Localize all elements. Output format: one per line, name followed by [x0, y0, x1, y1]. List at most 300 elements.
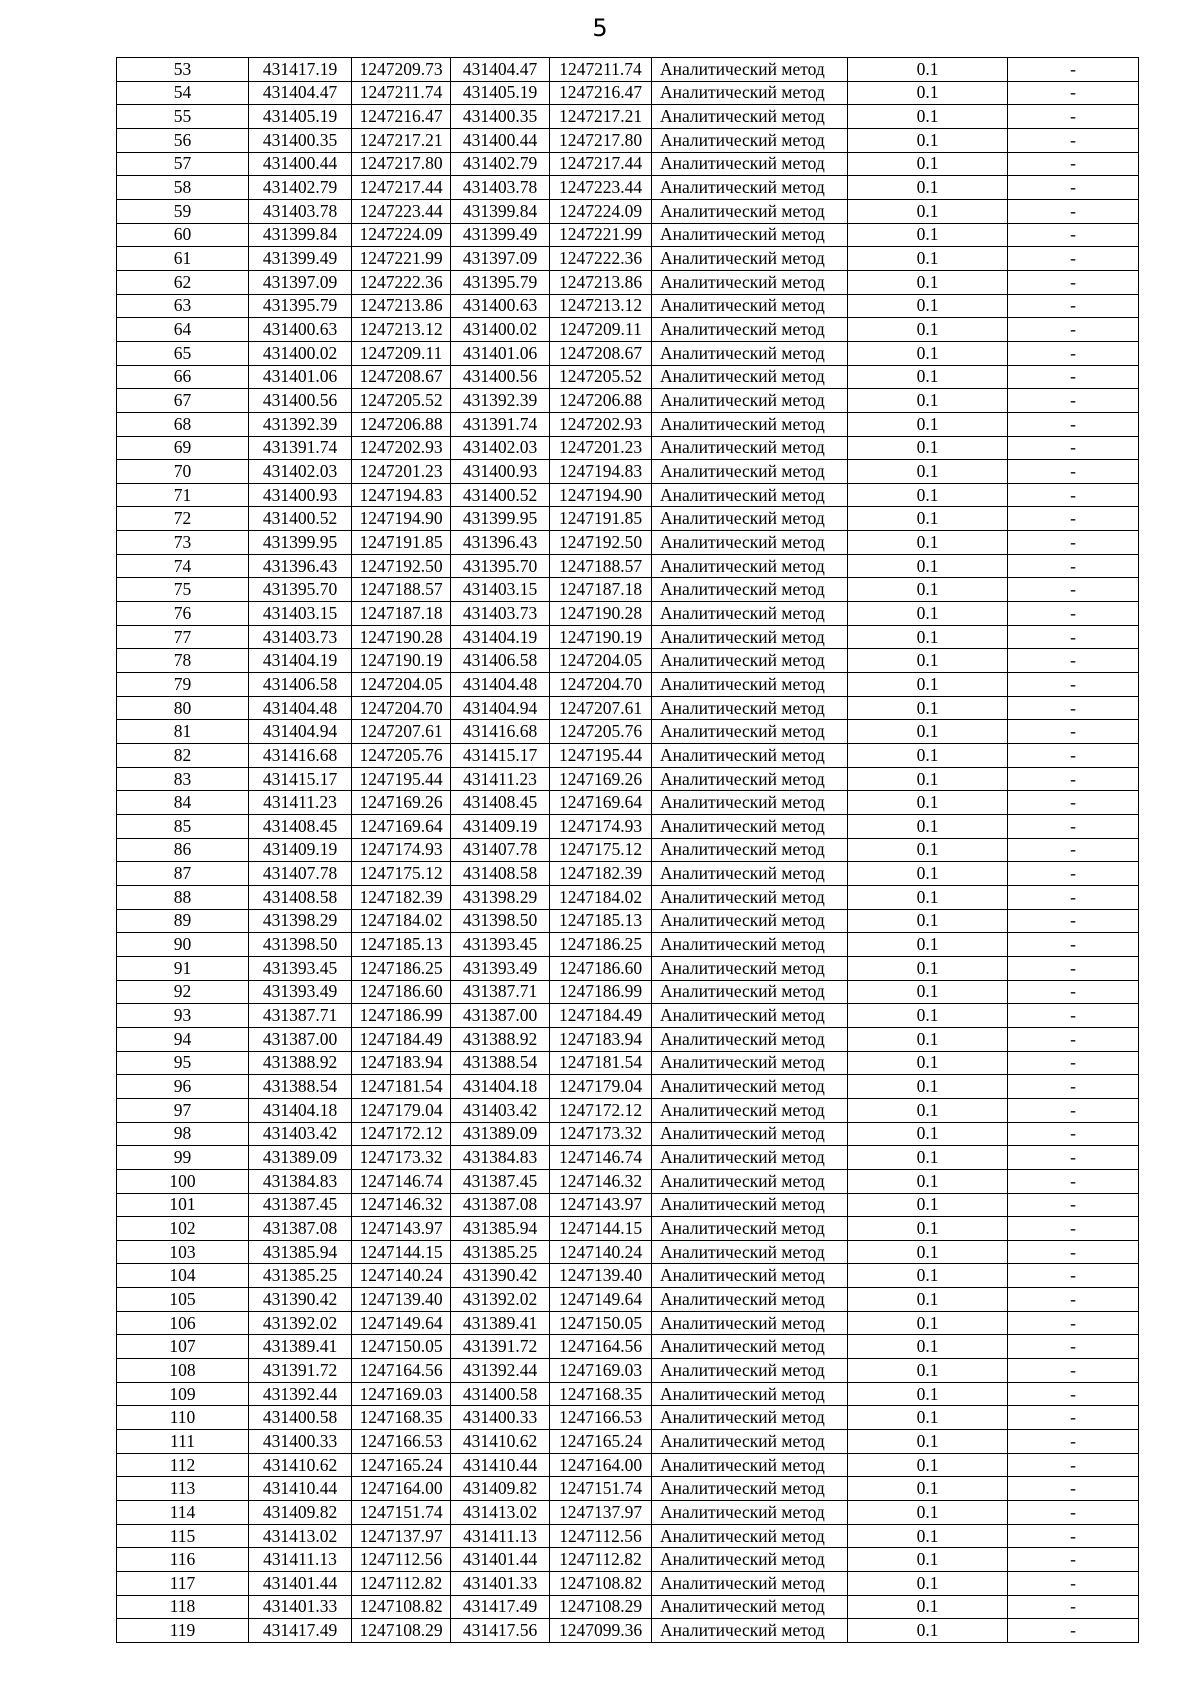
x-start-cell: 431400.33	[249, 1430, 352, 1454]
accuracy-cell: 0.1	[848, 1335, 1008, 1359]
point-number-cell: 56	[117, 128, 249, 152]
note-cell: -	[1008, 625, 1139, 649]
note-cell: -	[1008, 1382, 1139, 1406]
note-cell: -	[1008, 696, 1139, 720]
table-row	[117, 483, 1139, 507]
x-end-cell: 431400.02	[451, 318, 550, 342]
y-start-cell: 1247217.21	[352, 128, 451, 152]
y-start-cell: 1247186.60	[352, 980, 451, 1004]
table-row	[117, 1524, 1139, 1548]
y-end-cell: 1247202.93	[550, 412, 652, 436]
note-cell: -	[1008, 673, 1139, 697]
x-start-cell: 431392.02	[249, 1311, 352, 1335]
note-cell: -	[1008, 247, 1139, 271]
x-end-cell: 431398.50	[451, 909, 550, 933]
table-body	[117, 58, 1139, 1643]
note-cell: -	[1008, 1146, 1139, 1170]
note-cell: -	[1008, 767, 1139, 791]
note-cell: -	[1008, 1051, 1139, 1075]
y-end-cell: 1247187.18	[550, 578, 652, 602]
point-number-cell: 108	[117, 1359, 249, 1383]
x-end-cell: 431390.42	[451, 1264, 550, 1288]
x-start-cell: 431402.03	[249, 460, 352, 484]
x-start-cell: 431385.94	[249, 1240, 352, 1264]
note-cell: -	[1008, 507, 1139, 531]
accuracy-cell: 0.1	[848, 531, 1008, 555]
x-start-cell: 431400.02	[249, 341, 352, 365]
y-start-cell: 1247164.00	[352, 1477, 451, 1501]
x-end-cell: 431401.44	[451, 1548, 550, 1572]
x-start-cell: 431401.33	[249, 1595, 352, 1619]
x-end-cell: 431389.41	[451, 1311, 550, 1335]
method-cell: Аналитический метод	[652, 1098, 848, 1122]
accuracy-cell: 0.1	[848, 885, 1008, 909]
y-start-cell: 1247186.99	[352, 1004, 451, 1028]
y-end-cell: 1247150.05	[550, 1311, 652, 1335]
y-start-cell: 1247204.05	[352, 673, 451, 697]
point-number-cell: 104	[117, 1264, 249, 1288]
y-end-cell: 1247184.49	[550, 1004, 652, 1028]
table-row	[117, 1453, 1139, 1477]
y-end-cell: 1247213.12	[550, 294, 652, 318]
x-end-cell: 431417.49	[451, 1595, 550, 1619]
note-cell: -	[1008, 389, 1139, 413]
y-start-cell: 1247146.32	[352, 1193, 451, 1217]
x-end-cell: 431392.44	[451, 1359, 550, 1383]
x-end-cell: 431387.71	[451, 980, 550, 1004]
x-end-cell: 431407.78	[451, 838, 550, 862]
x-start-cell: 431395.79	[249, 294, 352, 318]
x-start-cell: 431401.06	[249, 365, 352, 389]
x-start-cell: 431390.42	[249, 1288, 352, 1312]
point-number-cell: 100	[117, 1169, 249, 1193]
x-end-cell: 431396.43	[451, 531, 550, 555]
point-number-cell: 78	[117, 649, 249, 673]
note-cell: -	[1008, 1288, 1139, 1312]
y-start-cell: 1247223.44	[352, 199, 451, 223]
y-start-cell: 1247169.03	[352, 1382, 451, 1406]
y-start-cell: 1247183.94	[352, 1051, 451, 1075]
note-cell: -	[1008, 1453, 1139, 1477]
method-cell: Аналитический метод	[652, 554, 848, 578]
y-end-cell: 1247179.04	[550, 1075, 652, 1099]
note-cell: -	[1008, 1311, 1139, 1335]
y-end-cell: 1247164.56	[550, 1335, 652, 1359]
x-end-cell: 431409.19	[451, 815, 550, 839]
table-row	[117, 673, 1139, 697]
y-start-cell: 1247221.99	[352, 247, 451, 271]
y-end-cell: 1247221.99	[550, 223, 652, 247]
x-end-cell: 431387.00	[451, 1004, 550, 1028]
note-cell: -	[1008, 791, 1139, 815]
accuracy-cell: 0.1	[848, 1430, 1008, 1454]
y-end-cell: 1247108.82	[550, 1572, 652, 1596]
note-cell: -	[1008, 341, 1139, 365]
y-start-cell: 1247209.73	[352, 58, 451, 82]
table-row	[117, 649, 1139, 673]
method-cell: Аналитический метод	[652, 365, 848, 389]
y-end-cell: 1247166.53	[550, 1406, 652, 1430]
y-end-cell: 1247143.97	[550, 1193, 652, 1217]
x-start-cell: 431400.63	[249, 318, 352, 342]
point-number-cell: 67	[117, 389, 249, 413]
accuracy-cell: 0.1	[848, 956, 1008, 980]
method-cell: Аналитический метод	[652, 1051, 848, 1075]
table-row	[117, 1595, 1139, 1619]
point-number-cell: 69	[117, 436, 249, 460]
method-cell: Аналитический метод	[652, 1122, 848, 1146]
point-number-cell: 105	[117, 1288, 249, 1312]
x-start-cell: 431388.54	[249, 1075, 352, 1099]
x-start-cell: 431408.58	[249, 885, 352, 909]
table-row	[117, 1335, 1139, 1359]
table-row	[117, 625, 1139, 649]
accuracy-cell: 0.1	[848, 1217, 1008, 1241]
y-start-cell: 1247151.74	[352, 1501, 451, 1525]
x-end-cell: 431400.63	[451, 294, 550, 318]
table-row	[117, 1169, 1139, 1193]
y-start-cell: 1247173.32	[352, 1146, 451, 1170]
method-cell: Аналитический метод	[652, 389, 848, 413]
accuracy-cell: 0.1	[848, 1572, 1008, 1596]
x-start-cell: 431391.72	[249, 1359, 352, 1383]
point-number-cell: 103	[117, 1240, 249, 1264]
table-row	[117, 365, 1139, 389]
y-start-cell: 1247175.12	[352, 862, 451, 886]
note-cell: -	[1008, 1217, 1139, 1241]
point-number-cell: 75	[117, 578, 249, 602]
table-row	[117, 744, 1139, 768]
y-start-cell: 1247108.82	[352, 1595, 451, 1619]
x-end-cell: 431404.47	[451, 58, 550, 82]
point-number-cell: 112	[117, 1453, 249, 1477]
x-start-cell: 431389.41	[249, 1335, 352, 1359]
accuracy-cell: 0.1	[848, 578, 1008, 602]
y-end-cell: 1247174.93	[550, 815, 652, 839]
x-end-cell: 431400.35	[451, 105, 550, 129]
point-number-cell: 119	[117, 1619, 249, 1643]
x-end-cell: 431404.18	[451, 1075, 550, 1099]
note-cell: -	[1008, 815, 1139, 839]
method-cell: Аналитический метод	[652, 1288, 848, 1312]
note-cell: -	[1008, 81, 1139, 105]
accuracy-cell: 0.1	[848, 815, 1008, 839]
y-end-cell: 1247112.56	[550, 1524, 652, 1548]
note-cell: -	[1008, 1477, 1139, 1501]
y-start-cell: 1247164.56	[352, 1359, 451, 1383]
y-start-cell: 1247150.05	[352, 1335, 451, 1359]
y-start-cell: 1247188.57	[352, 578, 451, 602]
x-end-cell: 431385.94	[451, 1217, 550, 1241]
x-start-cell: 431398.50	[249, 933, 352, 957]
method-cell: Аналитический метод	[652, 1477, 848, 1501]
y-end-cell: 1247168.35	[550, 1382, 652, 1406]
accuracy-cell: 0.1	[848, 1146, 1008, 1170]
x-end-cell: 431402.79	[451, 152, 550, 176]
y-start-cell: 1247205.76	[352, 744, 451, 768]
point-number-cell: 116	[117, 1548, 249, 1572]
y-start-cell: 1247208.67	[352, 365, 451, 389]
y-end-cell: 1247181.54	[550, 1051, 652, 1075]
table-row	[117, 1075, 1139, 1099]
note-cell: -	[1008, 105, 1139, 129]
x-start-cell: 431415.17	[249, 767, 352, 791]
point-number-cell: 86	[117, 838, 249, 862]
method-cell: Аналитический метод	[652, 1595, 848, 1619]
accuracy-cell: 0.1	[848, 1264, 1008, 1288]
y-end-cell: 1247224.09	[550, 199, 652, 223]
method-cell: Аналитический метод	[652, 152, 848, 176]
x-start-cell: 431397.09	[249, 270, 352, 294]
method-cell: Аналитический метод	[652, 318, 848, 342]
x-start-cell: 431417.49	[249, 1619, 352, 1643]
note-cell: -	[1008, 436, 1139, 460]
y-end-cell: 1247191.85	[550, 507, 652, 531]
point-number-cell: 87	[117, 862, 249, 886]
method-cell: Аналитический метод	[652, 1359, 848, 1383]
y-start-cell: 1247190.19	[352, 649, 451, 673]
method-cell: Аналитический метод	[652, 933, 848, 957]
note-cell: -	[1008, 223, 1139, 247]
note-cell: -	[1008, 1359, 1139, 1383]
accuracy-cell: 0.1	[848, 1548, 1008, 1572]
y-start-cell: 1247217.80	[352, 152, 451, 176]
note-cell: -	[1008, 152, 1139, 176]
y-start-cell: 1247201.23	[352, 460, 451, 484]
accuracy-cell: 0.1	[848, 152, 1008, 176]
x-start-cell: 431416.68	[249, 744, 352, 768]
point-number-cell: 98	[117, 1122, 249, 1146]
table-row	[117, 767, 1139, 791]
y-start-cell: 1247194.90	[352, 507, 451, 531]
table-row	[117, 1051, 1139, 1075]
y-start-cell: 1247190.28	[352, 625, 451, 649]
y-start-cell: 1247140.24	[352, 1264, 451, 1288]
page-number: 5	[592, 14, 608, 42]
note-cell: -	[1008, 58, 1139, 82]
method-cell: Аналитический метод	[652, 223, 848, 247]
table-row	[117, 389, 1139, 413]
x-end-cell: 431400.93	[451, 460, 550, 484]
y-start-cell: 1247186.25	[352, 956, 451, 980]
accuracy-cell: 0.1	[848, 81, 1008, 105]
note-cell: -	[1008, 176, 1139, 200]
method-cell: Аналитический метод	[652, 1382, 848, 1406]
accuracy-cell: 0.1	[848, 1477, 1008, 1501]
point-number-cell: 57	[117, 152, 249, 176]
x-end-cell: 431391.74	[451, 412, 550, 436]
table-row	[117, 1288, 1139, 1312]
point-number-cell: 70	[117, 460, 249, 484]
note-cell: -	[1008, 365, 1139, 389]
y-end-cell: 1247186.60	[550, 956, 652, 980]
x-start-cell: 431392.44	[249, 1382, 352, 1406]
y-end-cell: 1247184.02	[550, 885, 652, 909]
method-cell: Аналитический метод	[652, 1004, 848, 1028]
note-cell: -	[1008, 909, 1139, 933]
note-cell: -	[1008, 1098, 1139, 1122]
point-number-cell: 89	[117, 909, 249, 933]
table-row	[117, 1004, 1139, 1028]
method-cell: Аналитический метод	[652, 673, 848, 697]
y-start-cell: 1247174.93	[352, 838, 451, 862]
y-end-cell: 1247108.29	[550, 1595, 652, 1619]
accuracy-cell: 0.1	[848, 696, 1008, 720]
accuracy-cell: 0.1	[848, 1524, 1008, 1548]
y-start-cell: 1247184.02	[352, 909, 451, 933]
point-number-cell: 101	[117, 1193, 249, 1217]
y-end-cell: 1247165.24	[550, 1430, 652, 1454]
x-end-cell: 431416.68	[451, 720, 550, 744]
y-end-cell: 1247204.70	[550, 673, 652, 697]
accuracy-cell: 0.1	[848, 58, 1008, 82]
method-cell: Аналитический метод	[652, 270, 848, 294]
y-end-cell: 1247190.19	[550, 625, 652, 649]
method-cell: Аналитический метод	[652, 1240, 848, 1264]
y-start-cell: 1247149.64	[352, 1311, 451, 1335]
point-number-cell: 94	[117, 1027, 249, 1051]
y-start-cell: 1247165.24	[352, 1453, 451, 1477]
table-row	[117, 1406, 1139, 1430]
method-cell: Аналитический метод	[652, 1548, 848, 1572]
y-end-cell: 1247188.57	[550, 554, 652, 578]
y-start-cell: 1247137.97	[352, 1524, 451, 1548]
accuracy-cell: 0.1	[848, 270, 1008, 294]
table-row	[117, 1027, 1139, 1051]
method-cell: Аналитический метод	[652, 531, 848, 555]
point-number-cell: 65	[117, 341, 249, 365]
y-start-cell: 1247222.36	[352, 270, 451, 294]
table-row	[117, 578, 1139, 602]
accuracy-cell: 0.1	[848, 673, 1008, 697]
table-row	[117, 1193, 1139, 1217]
x-start-cell: 431398.29	[249, 909, 352, 933]
note-cell: -	[1008, 838, 1139, 862]
y-start-cell: 1247224.09	[352, 223, 451, 247]
method-cell: Аналитический метод	[652, 909, 848, 933]
accuracy-cell: 0.1	[848, 507, 1008, 531]
note-cell: -	[1008, 1619, 1139, 1643]
accuracy-cell: 0.1	[848, 412, 1008, 436]
table-row	[117, 956, 1139, 980]
method-cell: Аналитический метод	[652, 1572, 848, 1596]
method-cell: Аналитический метод	[652, 1264, 848, 1288]
y-start-cell: 1247112.56	[352, 1548, 451, 1572]
x-end-cell: 431403.42	[451, 1098, 550, 1122]
y-start-cell: 1247213.12	[352, 318, 451, 342]
x-start-cell: 431399.95	[249, 531, 352, 555]
x-start-cell: 431396.43	[249, 554, 352, 578]
x-start-cell: 431387.45	[249, 1193, 352, 1217]
point-number-cell: 58	[117, 176, 249, 200]
note-cell: -	[1008, 460, 1139, 484]
method-cell: Аналитический метод	[652, 980, 848, 1004]
y-start-cell: 1247169.64	[352, 815, 451, 839]
note-cell: -	[1008, 1240, 1139, 1264]
x-start-cell: 431405.19	[249, 105, 352, 129]
table-row	[117, 270, 1139, 294]
method-cell: Аналитический метод	[652, 507, 848, 531]
table-row	[117, 294, 1139, 318]
x-end-cell: 431417.56	[451, 1619, 550, 1643]
note-cell: -	[1008, 128, 1139, 152]
method-cell: Аналитический метод	[652, 791, 848, 815]
x-start-cell: 431407.78	[249, 862, 352, 886]
y-end-cell: 1247164.00	[550, 1453, 652, 1477]
table-row	[117, 1430, 1139, 1454]
note-cell: -	[1008, 649, 1139, 673]
point-number-cell: 92	[117, 980, 249, 1004]
y-start-cell: 1247184.49	[352, 1027, 451, 1051]
point-number-cell: 85	[117, 815, 249, 839]
table-row	[117, 1477, 1139, 1501]
y-start-cell: 1247209.11	[352, 341, 451, 365]
note-cell: -	[1008, 1264, 1139, 1288]
method-cell: Аналитический метод	[652, 1524, 848, 1548]
point-number-cell: 59	[117, 199, 249, 223]
x-end-cell: 431403.15	[451, 578, 550, 602]
x-end-cell: 431402.03	[451, 436, 550, 460]
y-end-cell: 1247194.83	[550, 460, 652, 484]
point-number-cell: 64	[117, 318, 249, 342]
table-row	[117, 1098, 1139, 1122]
accuracy-cell: 0.1	[848, 1311, 1008, 1335]
note-cell: -	[1008, 1548, 1139, 1572]
accuracy-cell: 0.1	[848, 767, 1008, 791]
point-number-cell: 72	[117, 507, 249, 531]
method-cell: Аналитический метод	[652, 1619, 848, 1643]
point-number-cell: 118	[117, 1595, 249, 1619]
y-start-cell: 1247179.04	[352, 1098, 451, 1122]
table-row	[117, 862, 1139, 886]
point-number-cell: 77	[117, 625, 249, 649]
x-end-cell: 431411.13	[451, 1524, 550, 1548]
x-start-cell: 431400.56	[249, 389, 352, 413]
accuracy-cell: 0.1	[848, 625, 1008, 649]
y-start-cell: 1247112.82	[352, 1572, 451, 1596]
x-end-cell: 431413.02	[451, 1501, 550, 1525]
accuracy-cell: 0.1	[848, 1288, 1008, 1312]
x-start-cell: 431400.93	[249, 483, 352, 507]
x-start-cell: 431392.39	[249, 412, 352, 436]
note-cell: -	[1008, 1406, 1139, 1430]
accuracy-cell: 0.1	[848, 1619, 1008, 1643]
y-start-cell: 1247216.47	[352, 105, 451, 129]
table-row	[117, 885, 1139, 909]
table-row	[117, 602, 1139, 626]
x-end-cell: 431389.09	[451, 1122, 550, 1146]
point-number-cell: 82	[117, 744, 249, 768]
method-cell: Аналитический метод	[652, 247, 848, 271]
y-end-cell: 1247183.94	[550, 1027, 652, 1051]
method-cell: Аналитический метод	[652, 1311, 848, 1335]
table-row	[117, 554, 1139, 578]
x-start-cell: 431400.52	[249, 507, 352, 531]
x-start-cell: 431387.00	[249, 1027, 352, 1051]
method-cell: Аналитический метод	[652, 625, 848, 649]
method-cell: Аналитический метод	[652, 1335, 848, 1359]
note-cell: -	[1008, 270, 1139, 294]
table-row	[117, 105, 1139, 129]
x-end-cell: 431401.33	[451, 1572, 550, 1596]
table-row	[117, 1382, 1139, 1406]
y-end-cell: 1247175.12	[550, 838, 652, 862]
x-start-cell: 431417.19	[249, 58, 352, 82]
accuracy-cell: 0.1	[848, 1382, 1008, 1406]
accuracy-cell: 0.1	[848, 933, 1008, 957]
x-end-cell: 431403.78	[451, 176, 550, 200]
table-row	[117, 1572, 1139, 1596]
